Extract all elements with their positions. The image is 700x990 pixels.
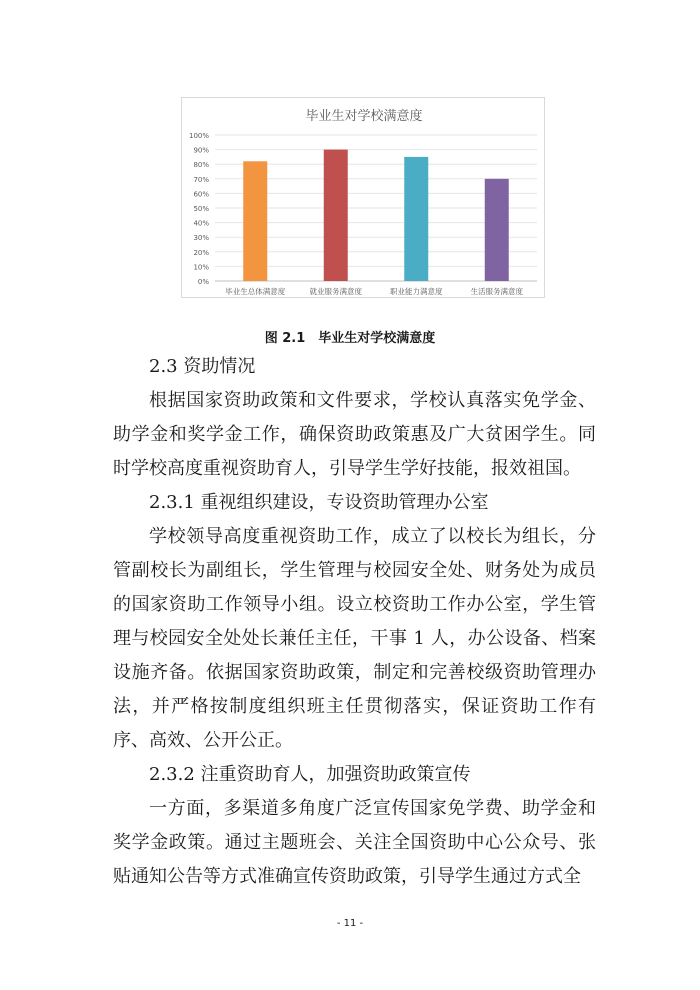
y-tick-label: 60% [193,190,209,199]
section-heading-2-3-2: 2.3.2 注重资助育人，加强资助政策宣传 [149,764,471,785]
x-tick-label: 就业服务满意度 [309,287,362,296]
figure-caption: 图 2.1 毕业生对学校满意度 [264,331,436,346]
bar-3 [404,157,428,281]
x-tick-label: 职业能力满意度 [390,287,443,296]
y-tick-label: 20% [193,248,209,257]
paragraph-2-3: 根据国家资助政策和文件要求，学校认真落实免学金、助学金和奖学金工作，确保资助政策惠及广大贫困学生。同时学校高度重视资助育人，引导学生学好技能，报效祖国。 [113,390,596,479]
section-heading-2-3-1: 2.3.1 重视组织建设，专设资助管理办公室 [149,492,489,513]
y-tick-label: 70% [193,175,209,184]
bar-chart [181,97,545,298]
bar-4 [485,179,509,281]
y-tick-label: 10% [193,263,209,272]
page-number: - 11 - [336,918,364,929]
paragraph-2-3-1: 学校领导高度重视资助工作，成立了以校长为组长，分管副校长为副组长，学生管理与校园安全处、财务处为成员的国家资助工作领导小组。设立校资助工作办公室，学生管理与校园安全处处长兼任主任，干事 1 人，办公设备、档案设施齐备。依据国家资助政策，制定和完善校级资助管理办法，并严格按制度组织班主任贯彻落实，保证资助工作有序、高效、公开公正。 [113,526,596,751]
body-text [113,350,596,894]
y-tick-label: 90% [193,146,209,155]
x-tick-label: 生活服务满意度 [470,287,523,296]
y-tick-label: 30% [193,234,209,243]
y-tick-label: 50% [193,205,209,213]
bar-2 [324,150,348,281]
chart-canvas [182,98,546,299]
chart-title: 毕业生对学校满意度 [305,109,423,124]
y-tick-label: 40% [193,219,209,228]
y-tick-label: 80% [193,161,209,170]
y-tick-label: 100% [188,132,209,140]
x-tick-label: 毕业生总体满意度 [225,287,286,296]
y-tick-label: 0% [197,278,209,286]
section-heading-2-3: 2.3 资助情况 [149,356,256,377]
paragraph-2-3-2: 一方面，多渠道多角度广泛宣传国家免学费、助学金和奖学金政策。通过主题班会、关注全国资助中心公众号、张贴通知公告等方式准确宣传资助政策，引导学生通过方式全 [113,798,596,887]
bar-1 [243,161,267,281]
